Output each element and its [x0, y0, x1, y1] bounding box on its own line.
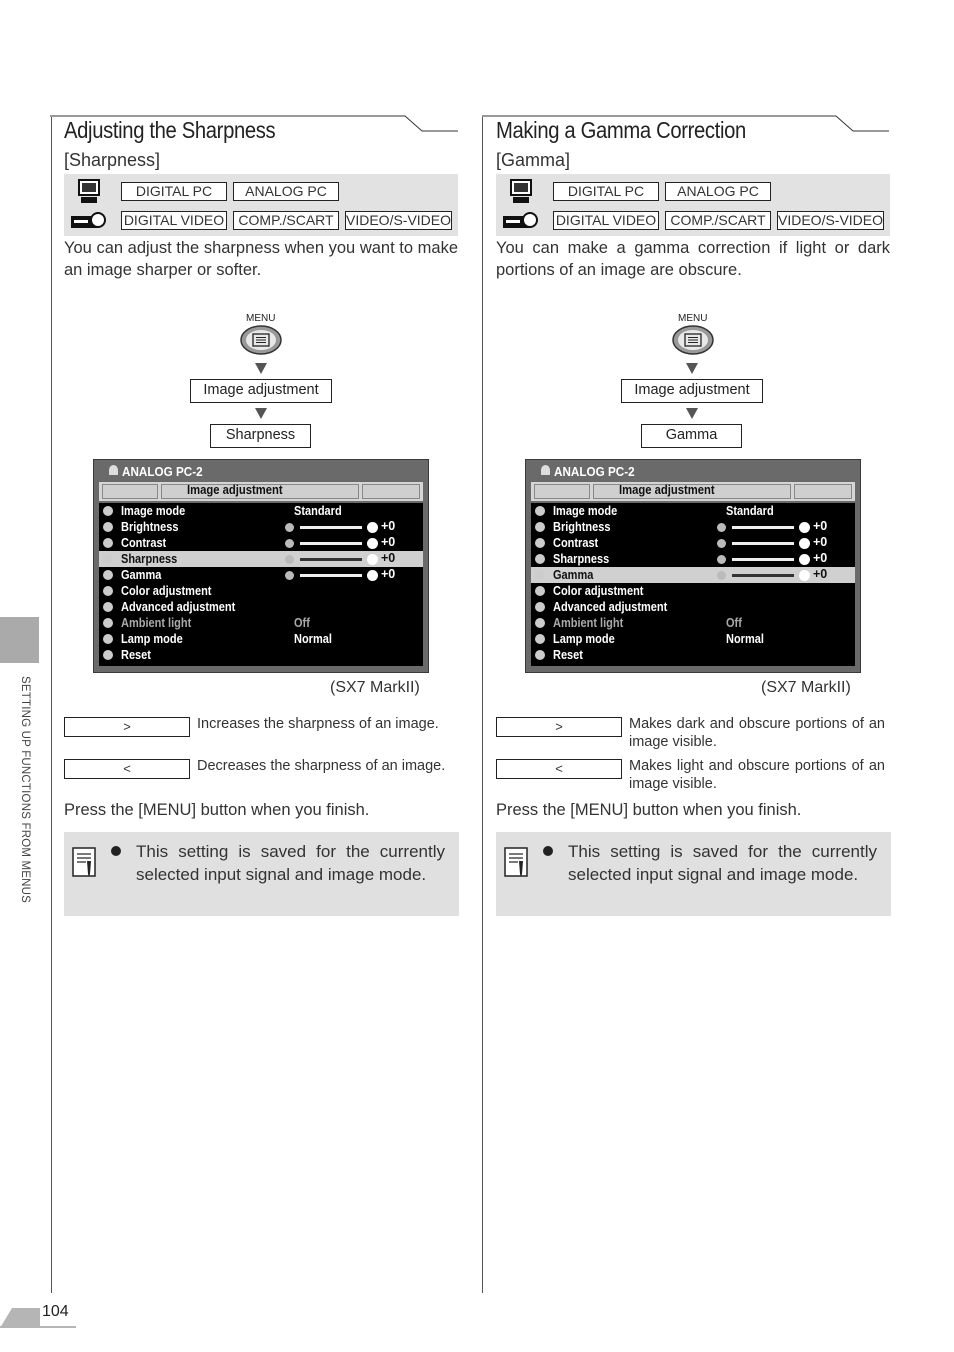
- advanced-adjustment-icon: [535, 602, 545, 612]
- finish-instruction: Press the [MENU] button when you finish.: [64, 801, 370, 819]
- key-right-description: Makes dark and obscure portions of an image visible.: [629, 716, 885, 750]
- key-left: <: [496, 759, 622, 779]
- input-signal-box: [64, 174, 458, 236]
- contrast-icon: [103, 538, 113, 548]
- menu-row-sharpness: Sharpness +0: [99, 551, 423, 567]
- flow-step-sharpness: Sharpness: [210, 424, 311, 448]
- screen-tab: [794, 484, 852, 499]
- ambient-light-icon: [535, 618, 545, 628]
- signal-video-s-video: VIDEO/S-VIDEO: [778, 212, 884, 228]
- lamp-icon: [535, 634, 545, 644]
- menu-row-color-adjustment: Color adjustment: [99, 583, 423, 599]
- screen-tab: [534, 484, 590, 499]
- menu-row-sharpness: Sharpness +0: [531, 551, 855, 567]
- reset-icon: [103, 650, 113, 660]
- screen-menu-list: [99, 503, 423, 666]
- gamma-slider: +0: [717, 571, 837, 580]
- key-right: >: [64, 717, 190, 737]
- brightness-icon: [103, 522, 113, 532]
- signal-comp-scart: COMP./SCART: [665, 211, 771, 230]
- key-right: >: [496, 717, 622, 737]
- flow-arrow: [255, 408, 267, 419]
- screen-tab: [362, 484, 420, 499]
- contrast-slider: +0: [717, 539, 837, 548]
- color-adjustment-icon: [103, 586, 113, 596]
- ambient-light-icon: [103, 618, 113, 628]
- menu-button-icon: [672, 325, 714, 355]
- footer-rule: [0, 1326, 76, 1328]
- finish-instruction: Press the [MENU] button when you finish.: [496, 801, 802, 819]
- menu-row-advanced-adjustment: Advanced adjustment: [99, 599, 423, 615]
- screen-title: ANALOG PC-2: [554, 464, 635, 479]
- menu-row-ambient-light: Ambient light Off: [531, 615, 855, 631]
- section-title: Adjusting the Sharpness: [64, 117, 276, 143]
- sharpness-icon: [535, 554, 545, 564]
- menu-screenshot: [93, 459, 429, 673]
- memo-icon: [504, 847, 528, 879]
- image-mode-icon: [103, 506, 113, 516]
- signal-video-s-video: VIDEO/S-VIDEO: [346, 212, 452, 228]
- advanced-adjustment-icon: [103, 602, 113, 612]
- footer-tab: [0, 1308, 40, 1328]
- key-left-description: Makes light and obscure portions of an image visible.: [629, 758, 885, 792]
- projector-icon: [541, 465, 550, 475]
- menu-row-lamp-mode: Lamp mode Normal: [531, 631, 855, 647]
- video-deck-icon: [70, 209, 106, 231]
- menu-row-brightness: Brightness +0: [99, 519, 423, 535]
- flow-step-gamma: Gamma: [641, 424, 742, 448]
- signal-digital-video: DIGITAL VIDEO: [121, 211, 227, 230]
- gamma-slider: +0: [285, 571, 405, 580]
- brightness-slider: +0: [717, 523, 837, 532]
- menu-row-image-mode: Image mode Standard: [99, 503, 423, 519]
- screen-tab-label: Image adjustment: [187, 483, 283, 497]
- section-header: [64, 115, 459, 155]
- gamma-icon: [535, 570, 545, 580]
- video-deck-icon: [502, 209, 538, 231]
- screen-tab-bar: [531, 482, 855, 501]
- intro-text: You can make a gamma correction if light or dark portions of an image are obscure.: [496, 239, 890, 279]
- image-mode-icon: [535, 506, 545, 516]
- flow-arrow: [686, 408, 698, 419]
- screen-tab: [102, 484, 158, 499]
- menu-row-advanced-adjustment: Advanced adjustment: [531, 599, 855, 615]
- menu-row-gamma: Gamma +0: [531, 567, 855, 583]
- contrast-icon: [535, 538, 545, 548]
- section-gamma: [496, 115, 891, 935]
- flow-arrow: [686, 363, 698, 374]
- note-text: This setting is saved for the currently selected input signal and image mode.: [136, 842, 445, 884]
- note-box: [496, 832, 891, 916]
- section-header: [496, 115, 891, 155]
- menu-screenshot: [525, 459, 861, 673]
- column-divider-right: [482, 117, 483, 1293]
- section-sharpness: [64, 115, 459, 935]
- screenshot-caption: (SX7 MarkII): [761, 679, 851, 696]
- gamma-icon: [103, 570, 113, 580]
- menu-row-contrast: Contrast +0: [99, 535, 423, 551]
- column-divider-left: [51, 117, 52, 1293]
- computer-icon: [510, 179, 532, 205]
- signal-comp-scart: COMP./SCART: [233, 211, 339, 230]
- key-left-description: Decreases the sharpness of an image.: [197, 758, 446, 774]
- screenshot-caption: (SX7 MarkII): [330, 679, 420, 696]
- menu-row-reset: Reset: [531, 647, 855, 663]
- menu-button-icon: [240, 325, 282, 355]
- menu-row-lamp-mode: Lamp mode Normal: [99, 631, 423, 647]
- side-tab-label: SETTING UP FUNCTIONS FROM MENUS: [19, 676, 31, 904]
- section-title: Making a Gamma Correction: [496, 117, 746, 143]
- section-subtitle: [Sharpness]: [64, 150, 161, 170]
- key-left: <: [64, 759, 190, 779]
- menu-label: MENU: [678, 313, 708, 324]
- flow-step-image-adjustment: Image adjustment: [190, 379, 332, 403]
- menu-row-gamma: Gamma +0: [99, 567, 423, 583]
- menu-row-brightness: Brightness +0: [531, 519, 855, 535]
- signal-digital-pc: DIGITAL PC: [121, 182, 227, 201]
- input-signal-box: [496, 174, 890, 236]
- computer-icon: [78, 179, 100, 205]
- reset-icon: [535, 650, 545, 660]
- menu-row-image-mode: Image mode Standard: [531, 503, 855, 519]
- screen-title: ANALOG PC-2: [122, 464, 203, 479]
- screen-tab-bar: [99, 482, 423, 501]
- menu-row-color-adjustment: Color adjustment: [531, 583, 855, 599]
- color-adjustment-icon: [535, 586, 545, 596]
- memo-icon: [72, 847, 96, 879]
- signal-digital-pc: DIGITAL PC: [553, 182, 659, 201]
- bullet-icon: [111, 846, 121, 856]
- brightness-slider: +0: [285, 523, 405, 532]
- menu-row-reset: Reset: [99, 647, 423, 663]
- screen-menu-list: [531, 503, 855, 666]
- lamp-icon: [103, 634, 113, 644]
- signal-digital-video: DIGITAL VIDEO: [553, 211, 659, 230]
- signal-analog-pc: ANALOG PC: [665, 182, 771, 201]
- flow-step-image-adjustment: Image adjustment: [621, 379, 763, 403]
- projector-icon: [109, 465, 118, 475]
- side-tab: [0, 617, 39, 663]
- menu-label: MENU: [246, 313, 276, 324]
- sharpness-slider: +0: [285, 555, 405, 564]
- note-box: [64, 832, 459, 916]
- page-number: 104: [42, 1303, 69, 1320]
- sharpness-icon: [103, 554, 113, 564]
- brightness-icon: [535, 522, 545, 532]
- signal-analog-pc: ANALOG PC: [233, 182, 339, 201]
- sharpness-slider: +0: [717, 555, 837, 564]
- contrast-slider: +0: [285, 539, 405, 548]
- key-right-description: Increases the sharpness of an image.: [197, 716, 439, 732]
- menu-row-ambient-light: Ambient light Off: [99, 615, 423, 631]
- flow-arrow: [255, 363, 267, 374]
- intro-text: You can adjust the sharpness when you want to make an image sharper or softer.: [64, 239, 458, 279]
- section-subtitle: [Gamma]: [496, 150, 571, 170]
- bullet-icon: [543, 846, 553, 856]
- screen-tab-label: Image adjustment: [619, 483, 715, 497]
- note-text: This setting is saved for the currently selected input signal and image mode.: [568, 842, 877, 884]
- menu-row-contrast: Contrast +0: [531, 535, 855, 551]
